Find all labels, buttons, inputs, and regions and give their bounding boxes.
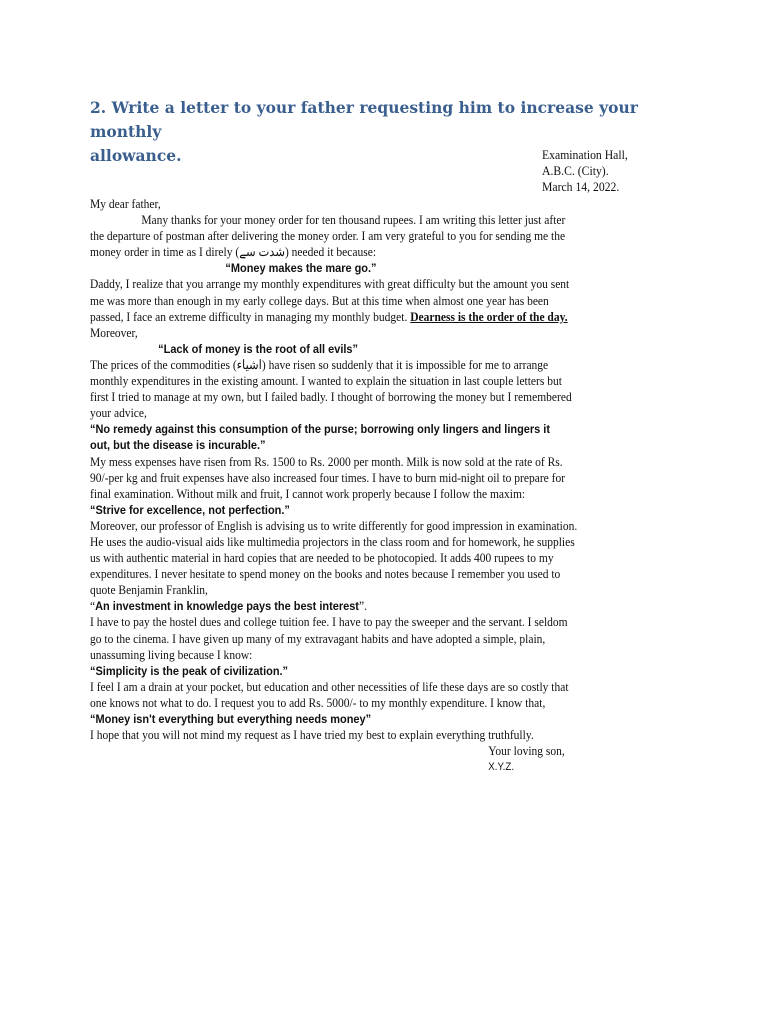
- address-city: A.B.C. (City).: [542, 163, 609, 178]
- p3-line-1a: The prices of the commodities (: [90, 356, 237, 372]
- letter-body: [90, 196, 710, 775]
- p5-line-1: Moreover, our professor of English is advising us to write differently for good impression in examination.: [90, 517, 578, 533]
- p5-line-3: us with authentic material in hard copies that are needed to be photocopied. It adds 400 rupees to my: [90, 550, 554, 566]
- paragraph-4: [90, 454, 674, 502]
- p7-line-2: one knows not what to do. I request you to add Rs. 5000/- to my monthly expenditure. I know that,: [90, 694, 546, 710]
- paragraph-8: I hope that you will not mind my request as I have tried my best to explain everything truthfully.: [90, 727, 534, 743]
- dearness-phrase: Dearness is the order of the day.: [410, 308, 568, 324]
- p4-line-3: final examination. Without milk and fruit, I cannot work properly because I follow the maxim:: [90, 485, 526, 501]
- p1-line-3: [90, 244, 674, 260]
- quote-simplicity: “Simplicity is the peak of civilization.”: [90, 663, 289, 678]
- p3-line-1: [90, 357, 674, 373]
- p6-line-2: go to the cinema. I have given up many of my extravagant habits and have adopted a simple, plain,: [90, 630, 546, 646]
- p2-line-1: Daddy, I realize that you arrange my monthly expenditures with great difficulty but the amount you sent: [90, 276, 570, 292]
- salutation: My dear father,: [90, 196, 161, 211]
- paragraph-5: [90, 518, 674, 598]
- p1-line-2: the departure of postman after delivering the money order. I am very grateful to you for sending me the: [90, 228, 566, 244]
- p1-line-1: Many thanks for your money order for ten thousand rupees. I am writing this letter just after: [141, 212, 566, 228]
- p7-line-1: I feel I am a drain at your pocket, but education and other necessities of life these days are so costly that: [90, 678, 569, 694]
- p5-line-2: He uses the audio-visual aids like multimedia projectors in the class room and for homework, he supplies: [90, 533, 575, 549]
- quote-money-mare: “Money makes the mare go.”: [225, 261, 377, 276]
- paragraph-1: [90, 212, 674, 260]
- signature: X.Y.Z.: [488, 761, 515, 774]
- quote5-open: “: [90, 598, 96, 614]
- sender-address: [542, 147, 628, 195]
- address-date: March 14, 2022.: [542, 179, 620, 194]
- p3-line-1b: ) have risen so suddenly that it is impossible for me to arrange: [261, 356, 549, 372]
- p3-line-4: your advice,: [90, 405, 147, 421]
- quote-investment-knowledge: [90, 598, 674, 614]
- quote-strive-excellence: “Strive for excellence, not perfection.”: [90, 502, 290, 517]
- paragraph-2: [90, 276, 674, 340]
- paragraph-6: [90, 614, 674, 662]
- closing: Your loving son,: [488, 743, 565, 759]
- p5-line-4: expenditures. I never hesitate to spend money on the books and notes because I remember you used to: [90, 566, 561, 582]
- heading-line-1: 2. Write a letter to your father requesting him to increase your monthly: [90, 98, 638, 141]
- quote5-close: ”.: [358, 598, 367, 614]
- paragraph-3: [90, 357, 674, 421]
- p6-line-3: unassuming living because I know:: [90, 646, 253, 662]
- p3-line-2: monthly expenditures in the existing amount. I wanted to explain the situation in last couple letters but: [90, 373, 562, 389]
- p2-line-3: [90, 309, 674, 325]
- p4-line-2: 90/-per kg and fruit expenses have also increased four times. I have to burn mid-night oil to prepare for: [90, 469, 566, 485]
- p1-line-3b: ) needed it because:: [284, 244, 377, 260]
- p5-line-5: quote Benjamin Franklin,: [90, 582, 208, 598]
- quote-no-remedy-line-1: “No remedy against this consumption of the purse; borrowing only lingers and lingers it: [90, 422, 551, 437]
- address-place: Examination Hall,: [542, 147, 628, 162]
- p4-line-1: My mess expenses have risen from Rs. 1500 to Rs. 2000 per month. Milk is now sold at the rate of Rs.: [90, 453, 563, 469]
- paragraph-7: [90, 679, 674, 711]
- quote-no-remedy: [90, 421, 674, 453]
- heading-line-2: allowance.: [90, 146, 182, 165]
- p2-line-4: Moreover,: [90, 324, 138, 340]
- urdu-gloss-1: شدت سے: [239, 244, 285, 260]
- p1-line-3a: money order in time as I direly (: [90, 244, 240, 260]
- p3-line-3: first I tried to manage at my own, but I failed badly. I thought of borrowing the money but I remembered: [90, 389, 572, 405]
- quote-money-everything: “Money isn't everything but everything needs money”: [90, 712, 372, 726]
- quote-lack-of-money: “Lack of money is the root of all evils”: [158, 341, 359, 356]
- p2-line-3a: passed, I face an extreme difficulty in managing my monthly budget.: [90, 308, 411, 324]
- quote5-text: An investment in knowledge pays the best interest: [95, 599, 359, 614]
- urdu-gloss-2: اشیاء: [236, 356, 262, 372]
- p6-line-1: I have to pay the hostel dues and college tuition fee. I have to pay the sweeper and the servant. I seldom: [90, 614, 568, 630]
- quote-no-remedy-line-2: out, but the disease is incurable.”: [90, 438, 266, 453]
- p2-line-2: me was more than enough in my early college days. But at this time when almost one year has been: [90, 292, 549, 308]
